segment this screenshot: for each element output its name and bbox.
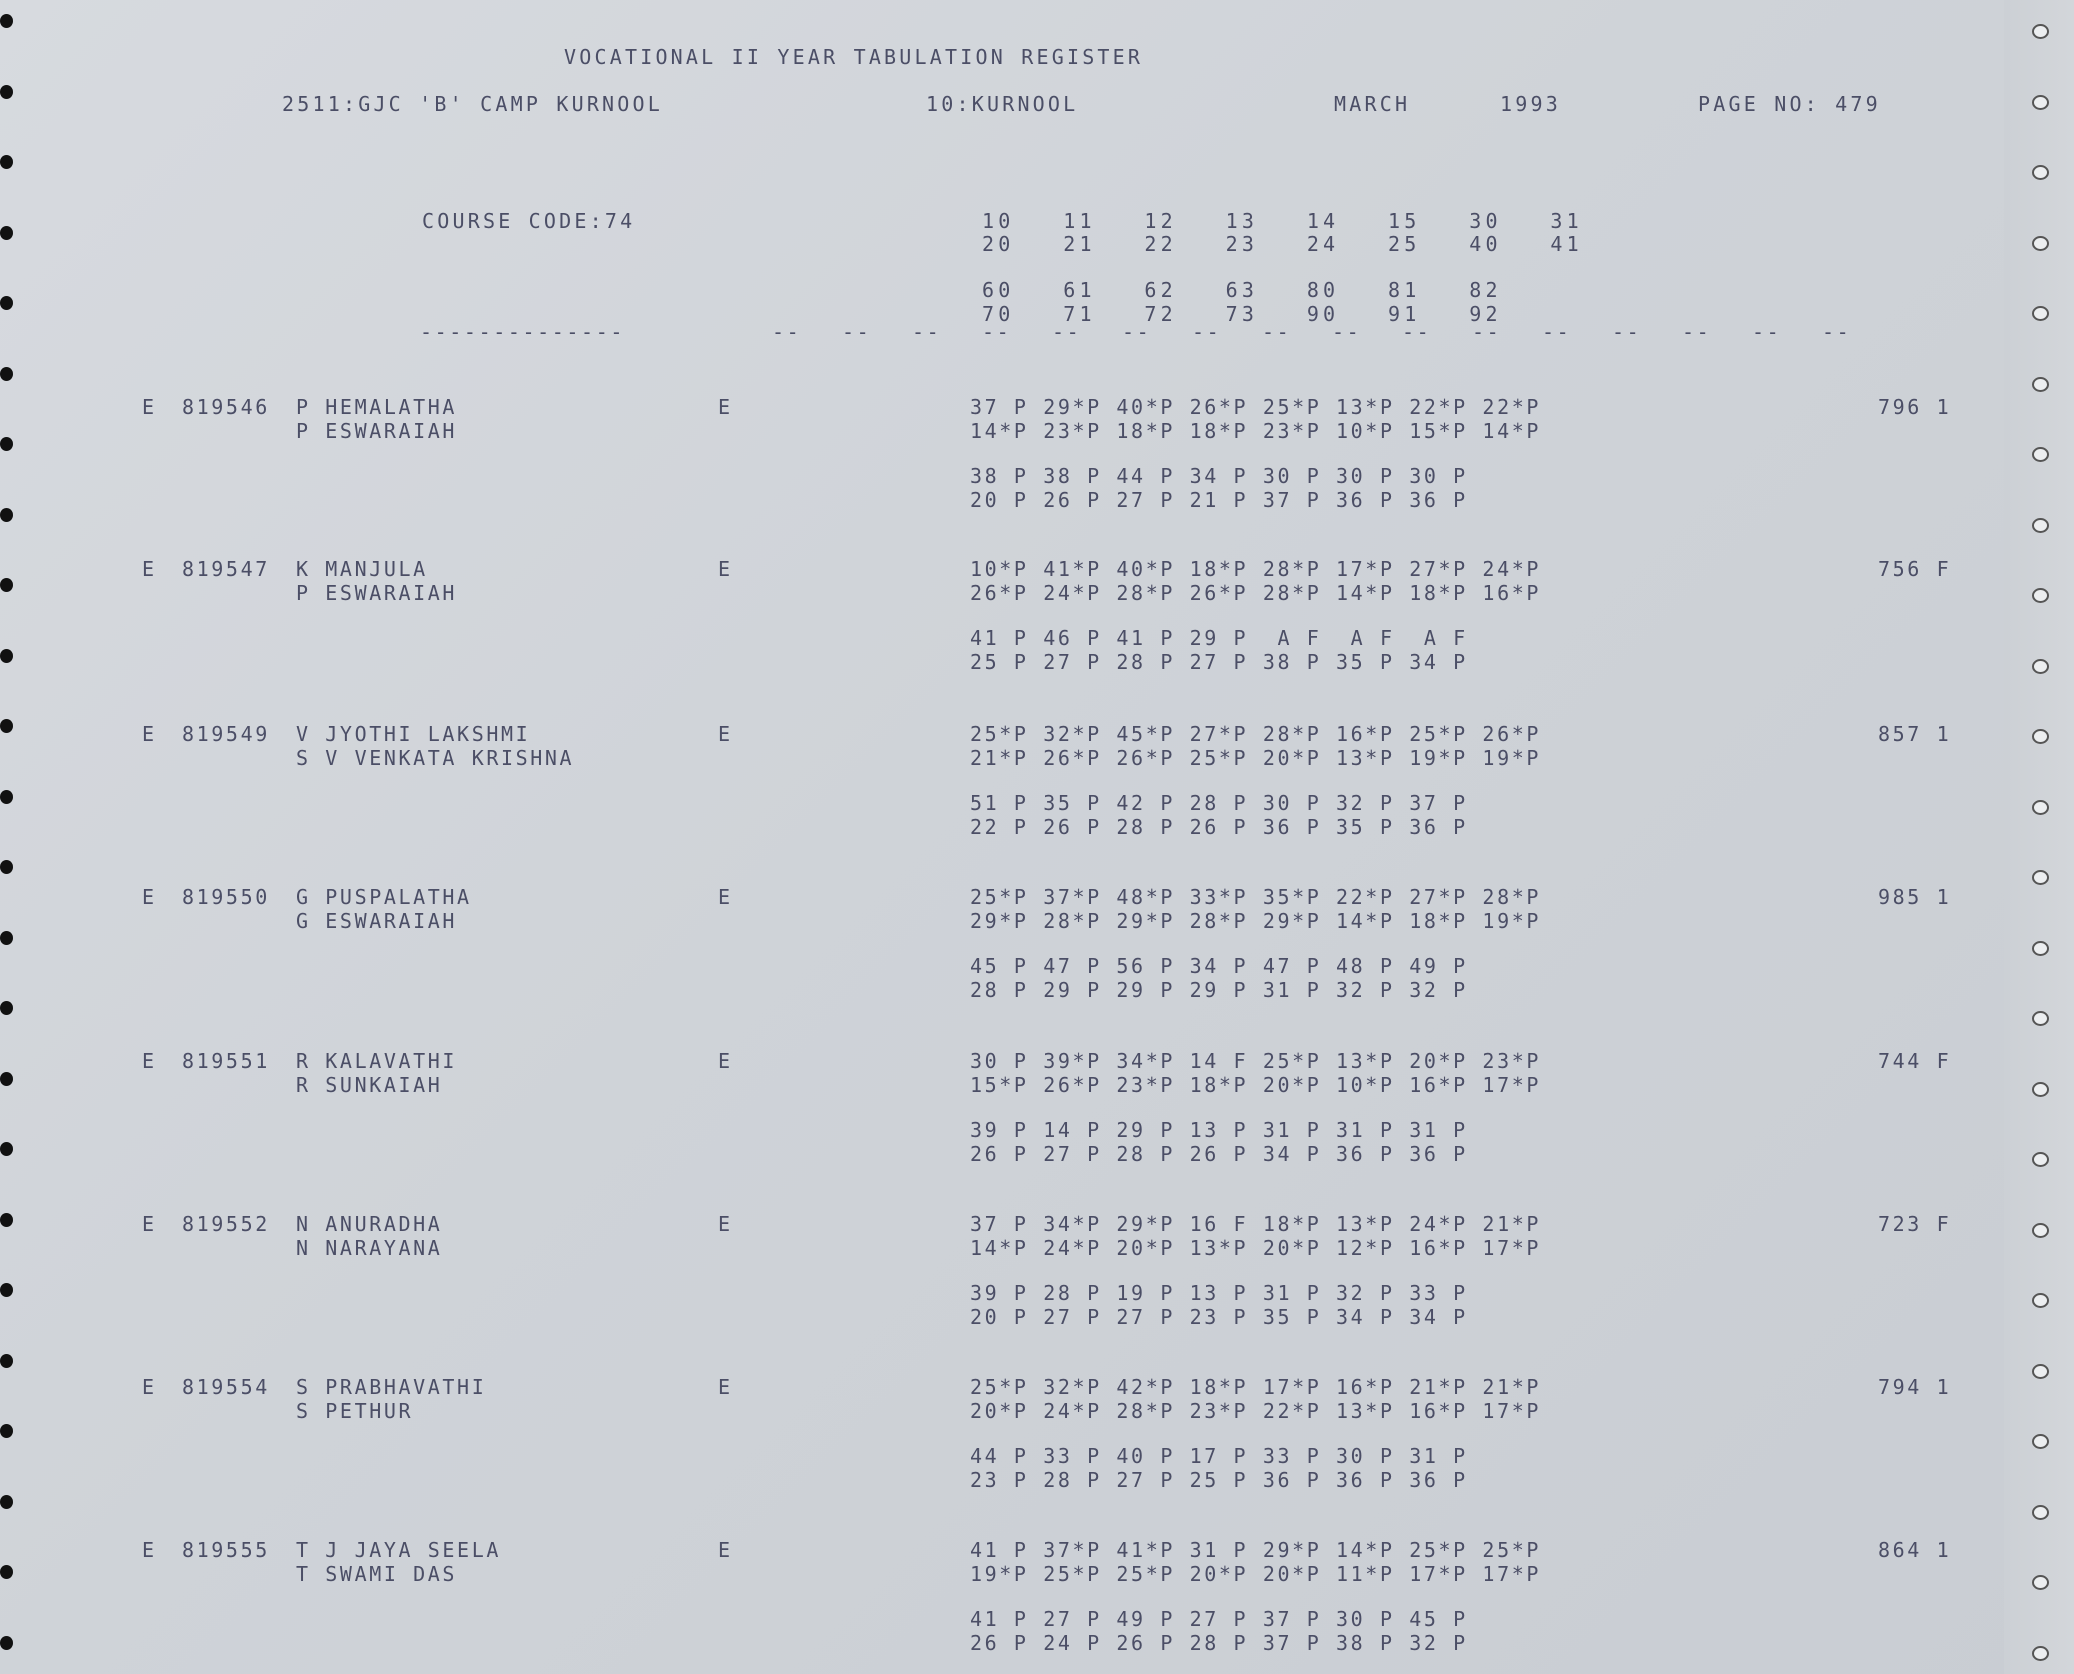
- feed-hole: [2032, 1223, 2049, 1238]
- feed-hole: [0, 1565, 13, 1579]
- feed-hole: [0, 437, 13, 451]
- feed-hole: [0, 790, 13, 804]
- group-code: E: [718, 722, 733, 746]
- feed-hole: [2032, 1434, 2049, 1449]
- parent-name: R SUNKAIAH: [296, 1073, 443, 1097]
- hall-ticket-number: 819549: [182, 722, 270, 746]
- hall-ticket-number: 819552: [182, 1212, 270, 1236]
- marks-row-4: 23 P 28 P 27 P 25 P 36 P 36 P 36 P: [970, 1468, 1468, 1492]
- marks-row-3: 39 P 28 P 19 P 13 P 31 P 32 P 33 P: [970, 1281, 1468, 1305]
- subject-codes-row-2b: 70 71 72 73 90 91 92: [982, 302, 1502, 326]
- hall-ticket-number: 819550: [182, 885, 270, 909]
- medium-code: E: [142, 885, 157, 909]
- marks-row-2: 26*P 24*P 28*P 26*P 28*P 14*P 18*P 16*P: [970, 581, 1541, 605]
- group-code: E: [718, 1212, 733, 1236]
- student-name: G PUSPALATHA: [296, 885, 472, 909]
- feed-hole: [0, 1001, 13, 1015]
- student-name: N ANURADHA: [296, 1212, 443, 1236]
- hall-ticket-number: 819555: [182, 1538, 270, 1562]
- student-name: K MANJULA: [296, 557, 428, 581]
- feed-hole: [0, 1213, 13, 1227]
- feed-hole: [2032, 447, 2049, 462]
- feed-hole: [0, 85, 13, 99]
- feed-hole: [0, 1636, 13, 1650]
- header-rule: --------------: [420, 320, 625, 344]
- marks-row-4: 25 P 27 P 28 P 27 P 38 P 35 P 34 P: [970, 650, 1468, 674]
- marks-row-2: 29*P 28*P 29*P 28*P 29*P 14*P 18*P 19*P: [970, 909, 1541, 933]
- dash-separator: --: [912, 320, 942, 344]
- feed-hole: [0, 1142, 13, 1156]
- feed-hole: [2032, 518, 2049, 533]
- feed-hole: [2032, 1646, 2049, 1661]
- parent-name: T SWAMI DAS: [296, 1562, 458, 1586]
- marks-row-2: 19*P 25*P 25*P 20*P 20*P 11*P 17*P 17*P: [970, 1562, 1541, 1586]
- exam-month: MARCH: [1334, 92, 1411, 116]
- parent-name: S V VENKATA KRISHNA: [296, 746, 575, 770]
- register-title: VOCATIONAL II YEAR TABULATION REGISTER: [564, 45, 1144, 69]
- marks-row-2: 20*P 24*P 28*P 23*P 22*P 13*P 16*P 17*P: [970, 1399, 1541, 1423]
- district-code: 10:KURNOOL: [926, 92, 1079, 116]
- feed-hole: [0, 296, 13, 310]
- total-and-result: 864 1: [1878, 1538, 1952, 1562]
- marks-row-3: 41 P 46 P 41 P 29 P A F A F A F: [970, 626, 1468, 650]
- marks-row-4: 22 P 26 P 28 P 26 P 36 P 35 P 36 P: [970, 815, 1468, 839]
- hall-ticket-number: 819551: [182, 1049, 270, 1073]
- feed-hole: [2032, 377, 2049, 392]
- feed-hole: [2032, 1082, 2049, 1097]
- dash-separator: --: [1682, 320, 1712, 344]
- feed-hole: [2032, 1505, 2049, 1520]
- feed-hole: [0, 860, 13, 874]
- parent-name: N NARAYANA: [296, 1236, 443, 1260]
- parent-name: P ESWARAIAH: [296, 419, 458, 443]
- feed-hole: [2032, 1575, 2049, 1590]
- marks-row-1: 25*P 32*P 42*P 18*P 17*P 16*P 21*P 21*P: [970, 1375, 1541, 1399]
- feed-hole: [2032, 95, 2049, 110]
- marks-row-2: 14*P 24*P 20*P 13*P 20*P 12*P 16*P 17*P: [970, 1236, 1541, 1260]
- marks-row-2: 15*P 26*P 23*P 18*P 20*P 10*P 16*P 17*P: [970, 1073, 1541, 1097]
- feed-hole: [2032, 659, 2049, 674]
- group-code: E: [718, 1375, 733, 1399]
- medium-code: E: [142, 1538, 157, 1562]
- feed-hole: [2032, 870, 2049, 885]
- feed-hole: [2032, 165, 2049, 180]
- left-tractor-feed-strip: [0, 0, 40, 1674]
- page-number: PAGE NO: 479: [1698, 92, 1881, 116]
- feed-hole: [2032, 1364, 2049, 1379]
- student-name: V JYOTHI LAKSHMI: [296, 722, 531, 746]
- group-code: E: [718, 395, 733, 419]
- feed-hole: [2032, 800, 2049, 815]
- marks-row-3: 41 P 27 P 49 P 27 P 37 P 30 P 45 P: [970, 1607, 1468, 1631]
- feed-hole: [0, 508, 13, 522]
- feed-hole: [2032, 1152, 2049, 1167]
- marks-row-4: 26 P 27 P 28 P 26 P 34 P 36 P 36 P: [970, 1142, 1468, 1166]
- marks-row-3: 45 P 47 P 56 P 34 P 47 P 48 P 49 P: [970, 954, 1468, 978]
- medium-code: E: [142, 1375, 157, 1399]
- subject-codes-row-1b: 20 21 22 23 24 25 40 41: [982, 232, 1583, 256]
- marks-row-2: 14*P 23*P 18*P 18*P 23*P 10*P 15*P 14*P: [970, 419, 1541, 443]
- subject-codes-row-1a: 10 11 12 13 14 15 30 31: [982, 209, 1583, 233]
- feed-hole: [2032, 24, 2049, 39]
- marks-row-3: 38 P 38 P 44 P 34 P 30 P 30 P 30 P: [970, 464, 1468, 488]
- marks-row-1: 37 P 34*P 29*P 16 F 18*P 13*P 24*P 21*P: [970, 1212, 1541, 1236]
- feed-hole: [0, 1495, 13, 1509]
- course-code: COURSE CODE:74: [422, 209, 636, 233]
- dash-separator: --: [1752, 320, 1782, 344]
- feed-hole: [0, 578, 13, 592]
- feed-hole: [0, 649, 13, 663]
- feed-hole: [2032, 1293, 2049, 1308]
- parent-name: S PETHUR: [296, 1399, 414, 1423]
- subject-codes-row-2a: 60 61 62 63 80 81 82: [982, 278, 1502, 302]
- marks-row-4: 20 P 26 P 27 P 21 P 37 P 36 P 36 P: [970, 488, 1468, 512]
- marks-row-1: 37 P 29*P 40*P 26*P 25*P 13*P 22*P 22*P: [970, 395, 1541, 419]
- feed-hole: [2032, 1011, 2049, 1026]
- student-name: S PRABHAVATHI: [296, 1375, 487, 1399]
- hall-ticket-number: 819554: [182, 1375, 270, 1399]
- dash-separator: --: [1472, 320, 1502, 344]
- feed-hole: [2032, 306, 2049, 321]
- dash-separator: --: [1052, 320, 1082, 344]
- marks-row-1: 30 P 39*P 34*P 14 F 25*P 13*P 20*P 23*P: [970, 1049, 1541, 1073]
- feed-hole: [0, 931, 13, 945]
- marks-row-3: 51 P 35 P 42 P 28 P 30 P 32 P 37 P: [970, 791, 1468, 815]
- feed-hole: [0, 719, 13, 733]
- dash-separator: --: [842, 320, 872, 344]
- dash-separator: --: [772, 320, 802, 344]
- marks-row-3: 39 P 14 P 29 P 13 P 31 P 31 P 31 P: [970, 1118, 1468, 1142]
- dash-separator: --: [1822, 320, 1852, 344]
- medium-code: E: [142, 1049, 157, 1073]
- dash-separator: --: [1192, 320, 1222, 344]
- parent-name: G ESWARAIAH: [296, 909, 458, 933]
- marks-row-1: 25*P 37*P 48*P 33*P 35*P 22*P 27*P 28*P: [970, 885, 1541, 909]
- group-code: E: [718, 1049, 733, 1073]
- marks-row-2: 21*P 26*P 26*P 25*P 20*P 13*P 19*P 19*P: [970, 746, 1541, 770]
- marks-row-1: 41 P 37*P 41*P 31 P 29*P 14*P 25*P 25*P: [970, 1538, 1541, 1562]
- student-name: T J JAYA SEELA: [296, 1538, 501, 1562]
- right-tractor-feed-strip: [2004, 0, 2074, 1674]
- dash-separator: --: [1402, 320, 1432, 344]
- group-code: E: [718, 557, 733, 581]
- feed-hole: [0, 226, 13, 240]
- medium-code: E: [142, 722, 157, 746]
- dash-separator: --: [1122, 320, 1152, 344]
- dash-separator: --: [1262, 320, 1292, 344]
- group-code: E: [718, 1538, 733, 1562]
- marks-row-4: 26 P 24 P 26 P 28 P 37 P 38 P 32 P: [970, 1631, 1468, 1655]
- medium-code: E: [142, 1212, 157, 1236]
- total-and-result: 756 F: [1878, 557, 1952, 581]
- total-and-result: 723 F: [1878, 1212, 1952, 1236]
- feed-hole: [2032, 588, 2049, 603]
- total-and-result: 744 F: [1878, 1049, 1952, 1073]
- student-name: R KALAVATHI: [296, 1049, 458, 1073]
- exam-year: 1993: [1500, 92, 1561, 116]
- marks-row-4: 28 P 29 P 29 P 29 P 31 P 32 P 32 P: [970, 978, 1468, 1002]
- total-and-result: 794 1: [1878, 1375, 1952, 1399]
- hall-ticket-number: 819546: [182, 395, 270, 419]
- college-code: 2511:GJC 'B' CAMP KURNOOL: [282, 92, 664, 116]
- medium-code: E: [142, 395, 157, 419]
- feed-hole: [2032, 941, 2049, 956]
- marks-row-1: 10*P 41*P 40*P 18*P 28*P 17*P 27*P 24*P: [970, 557, 1541, 581]
- hall-ticket-number: 819547: [182, 557, 270, 581]
- dash-separator: --: [1332, 320, 1362, 344]
- marks-row-3: 44 P 33 P 40 P 17 P 33 P 30 P 31 P: [970, 1444, 1468, 1468]
- total-and-result: 985 1: [1878, 885, 1952, 909]
- feed-hole: [0, 1424, 13, 1438]
- feed-hole: [2032, 236, 2049, 251]
- marks-row-1: 25*P 32*P 45*P 27*P 28*P 16*P 25*P 26*P: [970, 722, 1541, 746]
- feed-hole: [0, 155, 13, 169]
- medium-code: E: [142, 557, 157, 581]
- dash-separator: --: [982, 320, 1012, 344]
- feed-hole: [0, 14, 13, 28]
- feed-hole: [2032, 729, 2049, 744]
- parent-name: P ESWARAIAH: [296, 581, 458, 605]
- dash-separator: --: [1612, 320, 1642, 344]
- feed-hole: [0, 1283, 13, 1297]
- group-code: E: [718, 885, 733, 909]
- marks-row-4: 20 P 27 P 27 P 23 P 35 P 34 P 34 P: [970, 1305, 1468, 1329]
- student-name: P HEMALATHA: [296, 395, 458, 419]
- feed-hole: [0, 1072, 13, 1086]
- feed-hole: [0, 367, 13, 381]
- dash-separator: --: [1542, 320, 1572, 344]
- feed-hole: [0, 1354, 13, 1368]
- total-and-result: 857 1: [1878, 722, 1952, 746]
- total-and-result: 796 1: [1878, 395, 1952, 419]
